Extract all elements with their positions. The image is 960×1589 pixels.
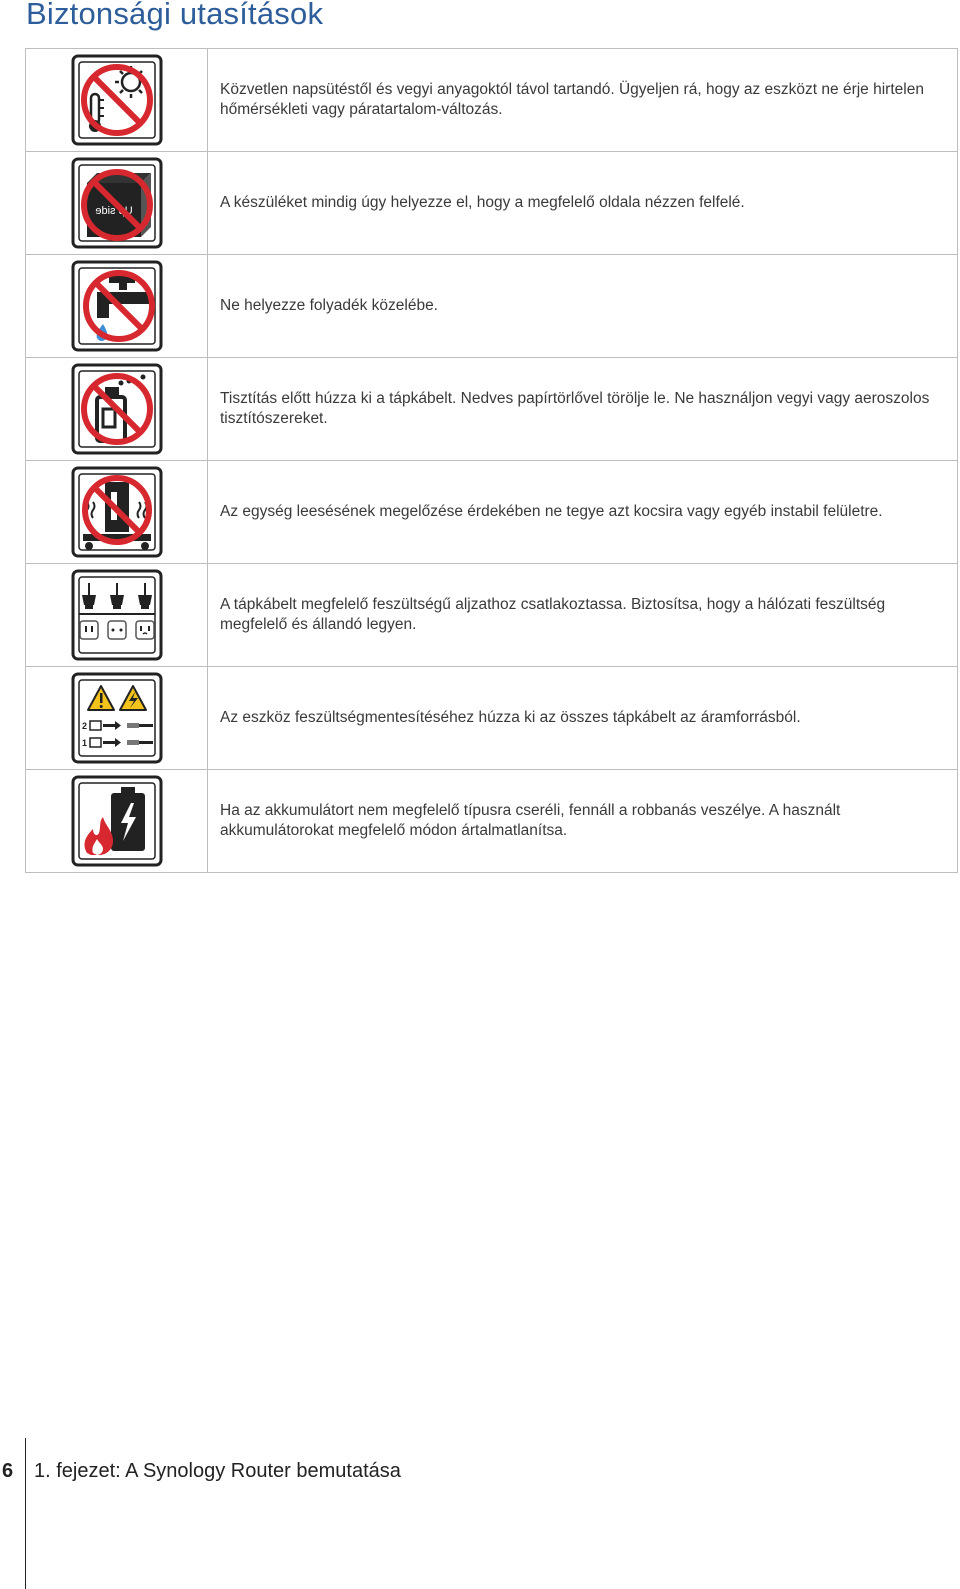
- instruction-text: Az eszköz feszültségmentesítéséhez húzza ki az összes tápkábelt az áramforrásból.: [208, 667, 958, 770]
- table-row: [26, 49, 958, 152]
- no-unstable-surface-icon: [71, 466, 163, 558]
- instruction-text: Ha az akkumulátort nem megfelelő típusra cseréli, fennáll a robbanás veszélye. A használt akkumulátorokat megfelelő módon ártalmatlanítsa.: [208, 770, 958, 873]
- instruction-text: A készüléket mindig úgy helyezze el, hogy a megfelelő oldala nézzen felfelé.: [208, 152, 958, 255]
- safety-instructions-table: [25, 48, 958, 873]
- table-row: [26, 461, 958, 564]
- table-row: [26, 564, 958, 667]
- table-row: [26, 770, 958, 873]
- no-spray-cleaner-icon: [71, 363, 163, 455]
- chapter-title: 1. fejezet: A Synology Router bemutatása: [34, 1460, 401, 1482]
- no-liquid-icon: [71, 260, 163, 352]
- battery-explosion-icon: [71, 775, 163, 867]
- no-upside-down-icon: [71, 157, 163, 249]
- instruction-text: Közvetlen napsütéstől és vegyi anyagoktól távol tartandó. Ügyeljen rá, hogy az eszközt ne érje hirtelen hőmérsékleti vagy páratartalom-változás.: [208, 49, 958, 152]
- instruction-text: Ne helyezze folyadék közelébe.: [208, 255, 958, 358]
- instruction-text: A tápkábelt megfelelő feszültségű aljzathoz csatlakoztassa. Biztosítsa, hogy a hálózati feszültség megfelelő és állandó legyen.: [208, 564, 958, 667]
- power-plug-voltage-icon: [71, 569, 163, 661]
- instruction-text: Az egység leesésének megelőzése érdekében ne tegye azt kocsira vagy egyéb instabil felületre.: [208, 461, 958, 564]
- footer-divider: [25, 1438, 26, 1589]
- outlet-number-1: 1: [81, 738, 87, 748]
- no-sunlight-heat-icon: [71, 54, 163, 146]
- table-row: [26, 152, 958, 255]
- page-number: 6: [2, 1460, 14, 1482]
- table-row: [26, 667, 958, 770]
- instruction-text: Tisztítás előtt húzza ki a tápkábelt. Nedves papírtörlővel törölje le. Ne használjon vegyi vagy aeroszolos tisztítószereket.: [208, 358, 958, 461]
- disconnect-power-warning-icon: [71, 672, 163, 764]
- table-row: [26, 255, 958, 358]
- outlet-number-2: 2: [81, 721, 87, 731]
- page-title: Biztonsági utasítások: [26, 0, 324, 31]
- upside-down-box-label: ɘbiƨ qU: [94, 205, 133, 217]
- table-row: [26, 358, 958, 461]
